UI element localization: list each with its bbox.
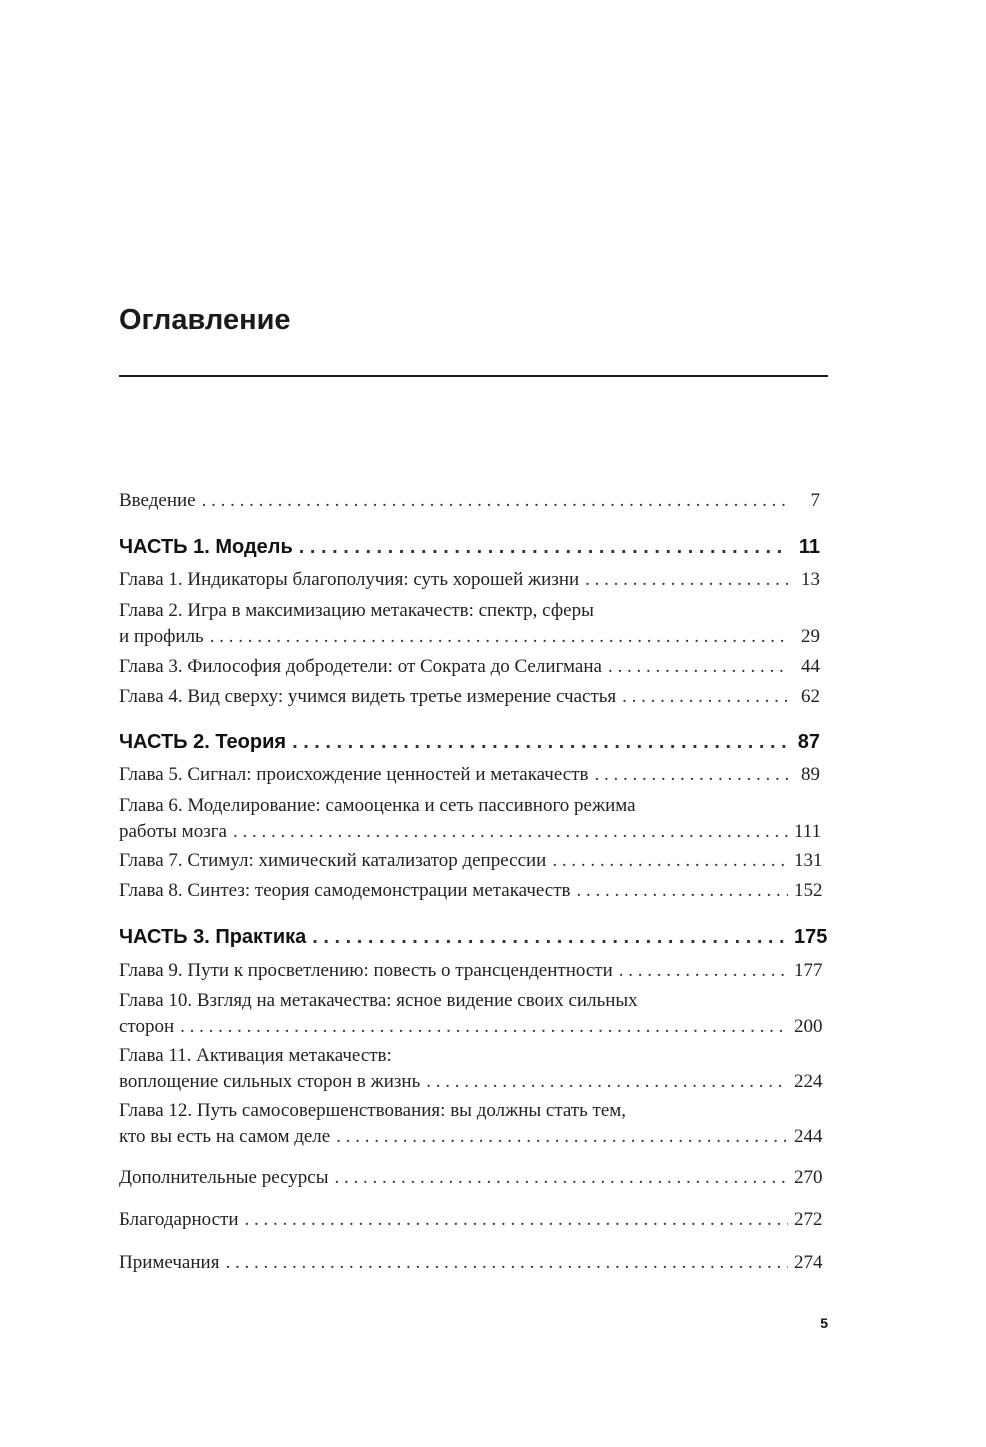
toc-entry-ch8[interactable] <box>119 878 823 904</box>
dot-leader <box>233 819 788 845</box>
toc-entry-line1: Глава 12. Путь самосовершенствования: вы должны стать тем, <box>119 1100 627 1121</box>
toc-entry-ch6[interactable] <box>119 793 820 845</box>
dot-leader <box>552 848 788 874</box>
dot-leader <box>622 684 788 710</box>
toc-page-number: 244 <box>794 1126 823 1147</box>
toc-page-number: 270 <box>794 1167 823 1188</box>
toc-entry-label: Глава 7. Стимул: химический катализатор депрессии <box>119 850 547 871</box>
toc-entry-label: Примечания <box>119 1252 220 1273</box>
toc-entry-label: Глава 4. Вид сверху: учимся видеть третье измерение счастья <box>119 686 617 707</box>
dot-leader <box>594 762 788 788</box>
toc-entry-ch5[interactable] <box>119 762 820 788</box>
dot-leader <box>608 654 788 680</box>
toc-page-number: 29 <box>801 626 820 647</box>
title-divider <box>119 375 828 377</box>
toc-entry-line1: Глава 11. Активация метакачеств: <box>119 1045 392 1066</box>
toc-entry-label: Благодарности <box>119 1209 239 1230</box>
toc-entry-label: воплощение сильных сторон в жизнь <box>119 1071 421 1092</box>
toc-page-number: 44 <box>801 656 820 677</box>
toc-entry-ch1[interactable] <box>119 567 820 593</box>
page-number: 5 <box>820 1315 828 1331</box>
toc-entry-label: Глава 5. Сигнал: происхождение ценностей и метакачеств <box>119 764 589 785</box>
dot-leader <box>225 1250 788 1276</box>
toc-page-number: 272 <box>794 1209 823 1230</box>
dot-leader <box>577 878 788 904</box>
toc-entry-ch3[interactable] <box>119 654 820 680</box>
toc-part-2[interactable] <box>119 729 820 755</box>
toc-entry-label: Глава 3. Философия добродетели: от Сократа до Селигмана <box>119 656 602 677</box>
toc-entry-label: Глава 8. Синтез: теория самодемонстрации метакачеств <box>119 880 571 901</box>
toc-entry-resources[interactable] <box>119 1165 823 1191</box>
dot-leader <box>299 534 788 560</box>
toc-entry-label: Введение <box>119 490 196 511</box>
toc-page-number: 175 <box>794 926 828 948</box>
toc-entry-label: Дополнительные ресурсы <box>119 1167 329 1188</box>
dot-leader <box>619 958 788 984</box>
dot-leader <box>426 1069 788 1095</box>
toc-entry-label: сторон <box>119 1016 175 1037</box>
toc-entry-ch9[interactable] <box>119 958 823 984</box>
toc-entry-line1: Глава 6. Моделирование: самооценка и сеть пассивного режима <box>119 795 636 816</box>
toc-part-label: ЧАСТЬ 2. Теория <box>119 731 287 753</box>
toc-entry-label: работы мозга <box>119 821 227 842</box>
dot-leader <box>585 567 788 593</box>
toc-part-label: ЧАСТЬ 1. Модель <box>119 536 293 558</box>
toc-page-number: 200 <box>794 1016 823 1037</box>
dot-leader <box>292 729 788 755</box>
toc-page-number: 89 <box>801 764 820 785</box>
toc-entry-thanks[interactable] <box>119 1207 823 1233</box>
toc-entry-ch12[interactable] <box>119 1098 823 1150</box>
toc-page-number: 62 <box>801 686 820 707</box>
toc-entry-ch2[interactable] <box>119 598 820 650</box>
toc-part-3[interactable] <box>119 924 828 950</box>
toc-entry-ch10[interactable] <box>119 988 823 1040</box>
toc-entry-intro[interactable] <box>119 488 820 514</box>
toc-page-number: 87 <box>797 731 820 753</box>
toc-page-number: 131 <box>794 850 823 871</box>
toc-page-number: 111 <box>794 821 822 842</box>
dot-leader <box>245 1207 789 1233</box>
toc-page-number: 224 <box>794 1071 823 1092</box>
dot-leader <box>336 1124 788 1150</box>
toc-entry-label: Глава 9. Пути к просветлению: повесть о трансцендентности <box>119 960 613 981</box>
toc-entry-notes[interactable] <box>119 1250 823 1276</box>
toc-entry-label: и профиль <box>119 626 204 647</box>
toc-entry-line1: Глава 10. Взгляд на метакачества: ясное видение своих сильных <box>119 990 638 1011</box>
toc-page-number: 13 <box>801 569 820 590</box>
toc-page-number: 11 <box>798 536 820 558</box>
dot-leader <box>210 624 788 650</box>
toc-page-number: 177 <box>794 960 823 981</box>
toc-part-label: ЧАСТЬ 3. Практика <box>119 926 307 948</box>
dot-leader <box>180 1014 788 1040</box>
toc-page-number: 152 <box>794 880 823 901</box>
toc-entry-label: Глава 1. Индикаторы благополучия: суть хорошей жизни <box>119 569 580 590</box>
dot-leader <box>334 1165 788 1191</box>
toc-entry-ch11[interactable] <box>119 1043 823 1095</box>
toc-part-1[interactable] <box>119 534 820 560</box>
dot-leader <box>202 488 788 514</box>
toc-page-number: 274 <box>794 1252 823 1273</box>
toc-page-number: 7 <box>810 490 820 511</box>
page-title: Оглавление <box>119 304 291 336</box>
toc-entry-line1: Глава 2. Игра в максимизацию метакачеств: спектр, сферы <box>119 600 594 621</box>
toc-entry-label: кто вы есть на самом деле <box>119 1126 331 1147</box>
dot-leader <box>312 924 788 950</box>
toc-entry-ch7[interactable] <box>119 848 823 874</box>
toc-entry-ch4[interactable] <box>119 684 820 710</box>
